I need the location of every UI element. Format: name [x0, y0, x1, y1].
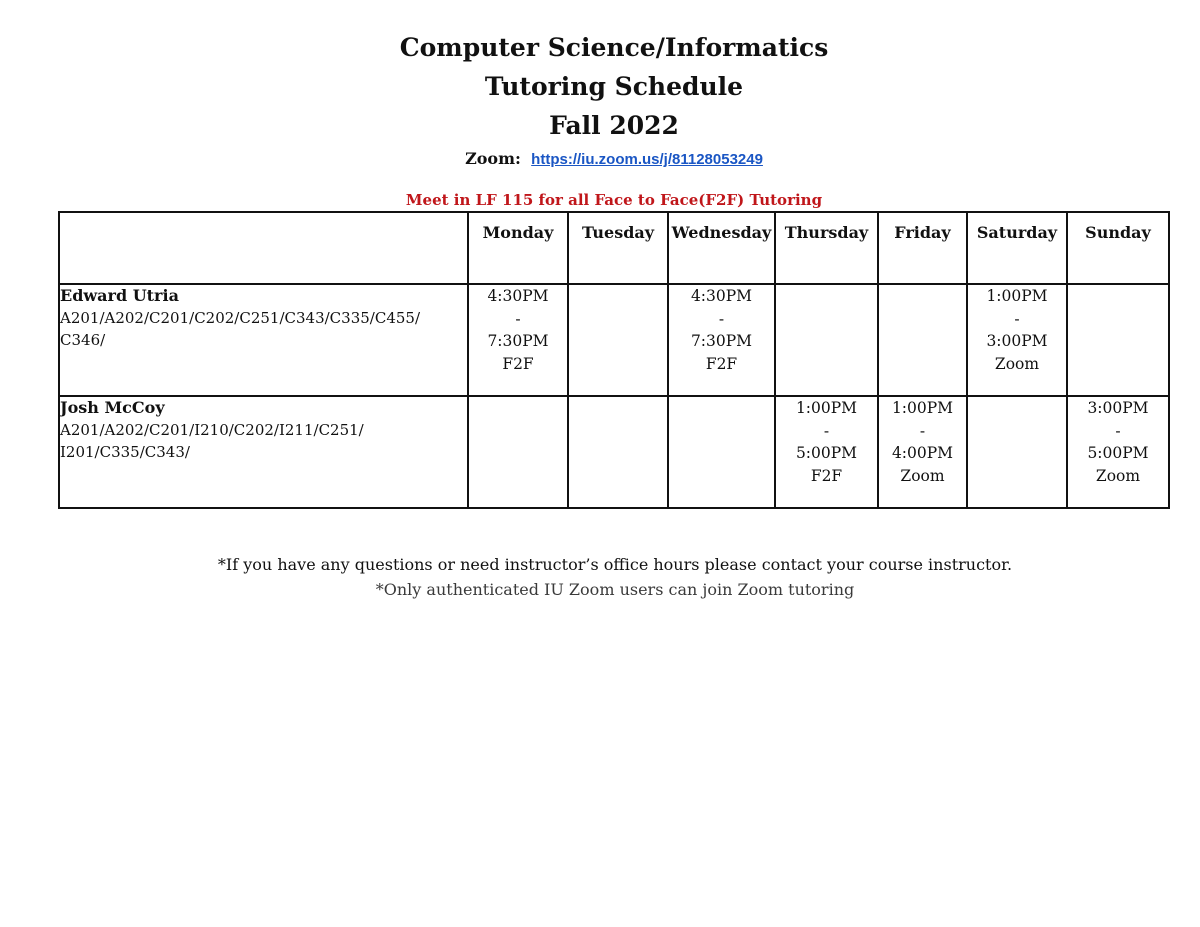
slot-mode: Zoom	[1095, 466, 1141, 485]
tutor-name: Josh McCoy	[60, 398, 165, 417]
slot-friday	[878, 284, 967, 396]
slot-dash: -	[515, 309, 521, 328]
slot-mode: F2F	[810, 466, 843, 485]
slot-monday	[468, 396, 568, 508]
slot-mode: Zoom	[994, 354, 1040, 373]
day-header-tuesday: Tuesday	[568, 212, 668, 284]
zoom-link[interactable]: https://iu.zoom.us/j/81128053249	[531, 151, 763, 168]
tutor-name: Edward Utria	[60, 286, 179, 305]
day-header-sunday: Sunday	[1067, 212, 1169, 284]
table-row	[59, 284, 1169, 396]
slot-start: 3:00PM	[1087, 399, 1149, 417]
slot-start: 1:00PM	[891, 399, 954, 417]
slot-end: 7:30PM	[690, 332, 753, 350]
day-header-monday: Monday	[468, 212, 568, 284]
slot-dash: -	[718, 309, 725, 328]
slot-tuesday	[568, 284, 668, 396]
slot-start: 1:00PM	[795, 399, 858, 417]
slot-saturday	[967, 396, 1067, 508]
day-header-wednesday: Wednesday	[668, 212, 775, 284]
slot-friday	[878, 396, 967, 508]
header-corner-cell	[59, 212, 468, 284]
slot-start: 4:30PM	[487, 287, 549, 305]
slot-wednesday	[668, 284, 775, 396]
meet-location-note: Meet in LF 115 for all Face to Face(F2F) Tutoring	[405, 191, 823, 209]
footer-note-zoom: *Only authenticated IU Zoom users can join Zoom tutoring	[375, 580, 855, 599]
table-header-row	[59, 212, 1169, 284]
slot-start: 4:30PM	[690, 287, 753, 305]
slot-dash: -	[823, 421, 830, 440]
slot-start: 1:00PM	[986, 287, 1048, 305]
slot-dash: -	[1014, 309, 1020, 328]
tutor-courses: A201/A202/C201/I210/C202/I211/C251/ I201/C335/C343/	[60, 421, 364, 461]
footer-note-contact: *If you have any questions or need instructor’s office hours please contact your course instructor.	[217, 555, 1013, 574]
table-row	[59, 396, 1169, 508]
slot-mode: F2F	[502, 354, 534, 373]
slot-mode: Zoom	[900, 466, 945, 485]
slot-dash: -	[1115, 421, 1121, 440]
page-subtitle: Tutoring Schedule	[484, 72, 744, 101]
slot-dash: -	[919, 421, 926, 440]
day-header-thursday: Thursday	[775, 212, 878, 284]
title-block	[0, 28, 1200, 145]
day-header-friday: Friday	[878, 212, 967, 284]
slot-sunday	[1067, 284, 1169, 396]
slot-thursday	[775, 396, 878, 508]
slot-wednesday	[668, 396, 775, 508]
zoom-line	[0, 148, 1200, 171]
slot-mode: F2F	[705, 354, 738, 373]
slot-saturday	[967, 284, 1067, 396]
schedule-table	[58, 211, 1170, 509]
slot-end: 5:00PM	[795, 444, 858, 462]
tutor-cell	[59, 284, 468, 396]
slot-end: 5:00PM	[1087, 444, 1149, 462]
slot-monday	[468, 284, 568, 396]
slot-end: 7:30PM	[487, 332, 549, 350]
slot-thursday	[775, 284, 878, 396]
term-label: Fall 2022	[549, 111, 679, 140]
slot-end: 3:00PM	[986, 332, 1048, 350]
day-header-saturday: Saturday	[967, 212, 1067, 284]
tutor-courses: A201/A202/C201/C202/C251/C343/C335/C455/ C346/	[60, 309, 420, 349]
slot-end: 4:00PM	[891, 444, 954, 462]
slot-sunday	[1067, 396, 1169, 508]
zoom-label: Zoom:	[465, 149, 521, 168]
page-title: Computer Science/Informatics	[399, 33, 829, 62]
tutor-cell	[59, 396, 468, 508]
slot-tuesday	[568, 396, 668, 508]
